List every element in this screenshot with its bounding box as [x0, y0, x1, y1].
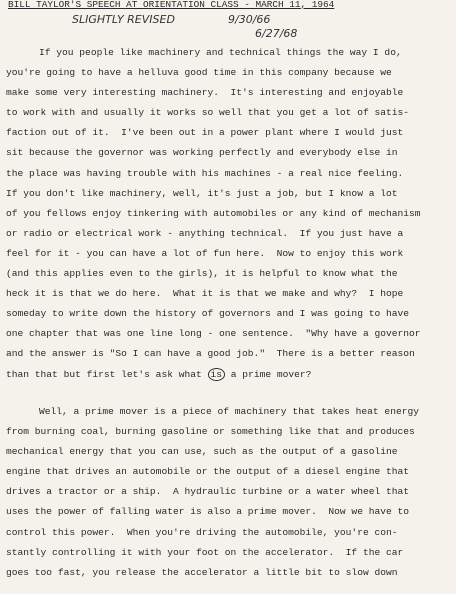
text-line: faction out of it. I've been out in a power plant where I would just	[6, 127, 404, 139]
document-title: BILL TAYLOR'S SPEECH AT ORIENTATION CLASS - MARCH 11, 1964	[8, 0, 335, 10]
text-line: sit because the governor was working perfectly and everybody else in	[6, 147, 398, 159]
handwritten-date-1: 9/30/66	[228, 13, 271, 26]
text-line: engine that drives an automobile or the output of a diesel engine that	[6, 466, 410, 478]
handwritten-date-2: 6/27/68	[255, 27, 298, 40]
text-line: someday to write down the history of governors and I was going to have	[6, 308, 410, 320]
handwritten-revision-note: SLIGHTLY REVISED	[72, 13, 175, 26]
paragraph-1	[6, 43, 456, 385]
text-line: from burning coal, burning gasoline or something like that and produces	[6, 426, 415, 438]
text-line: (and this applies even to the girls), it is helpful to know what the	[6, 268, 398, 280]
text-line: stantly controlling it with your foot on the accelerator. If the car	[6, 546, 404, 558]
text-line: uses the power of falling water is also a prime mover. Now we have to	[6, 506, 410, 518]
text-line: of you fellows enjoy tinkering with automobiles or any kind of mechanism	[6, 207, 421, 219]
text-line: If you don't like machinery, well, it's just a job, but I know a lot	[6, 187, 398, 199]
circled-word: is	[208, 368, 226, 381]
text-line: one chapter that was one line long - one sentence. "Why have a governor	[6, 328, 421, 340]
text-line: heck it is that we do here. What it is that we make and why? I hope	[6, 288, 404, 300]
text-fragment: than that but first let's ask what	[6, 368, 202, 380]
paragraph-2	[6, 402, 456, 583]
text-line-last	[6, 365, 456, 385]
text-line: you're going to have a helluva good time in this company because we	[6, 67, 392, 79]
text-line: Well, a prime mover is a piece of machinery that takes heat energy	[39, 406, 419, 417]
text-line: or radio or electrical work - anything technical. If you just have a	[6, 227, 404, 239]
text-line: If you people like machinery and technical things the way I do,	[39, 47, 402, 58]
text-line: control this power. When you're driving the automobile, you're con-	[6, 526, 398, 538]
text-line: and the answer is "So I can have a good job." There is a better reason	[6, 348, 415, 360]
text-line: mechanical energy that you can use, such as the output of a gasoline	[6, 446, 398, 458]
text-fragment: a prime mover?	[230, 368, 312, 380]
text-line: make some very interesting machinery. It's interesting and enjoyable	[6, 87, 404, 99]
text-line: the place was having trouble with his machines - a real nice feeling.	[6, 167, 404, 179]
text-line: goes too fast, you release the accelerator a little bit to slow down	[6, 566, 398, 578]
text-line: feel for it - you can have a lot of fun here. Now to enjoy this work	[6, 247, 404, 259]
text-line: drives a tractor or a ship. A hydraulic turbine or a water wheel that	[6, 486, 410, 498]
text-line: to work with and usually it works so well that you get a lot of satis-	[6, 107, 410, 119]
